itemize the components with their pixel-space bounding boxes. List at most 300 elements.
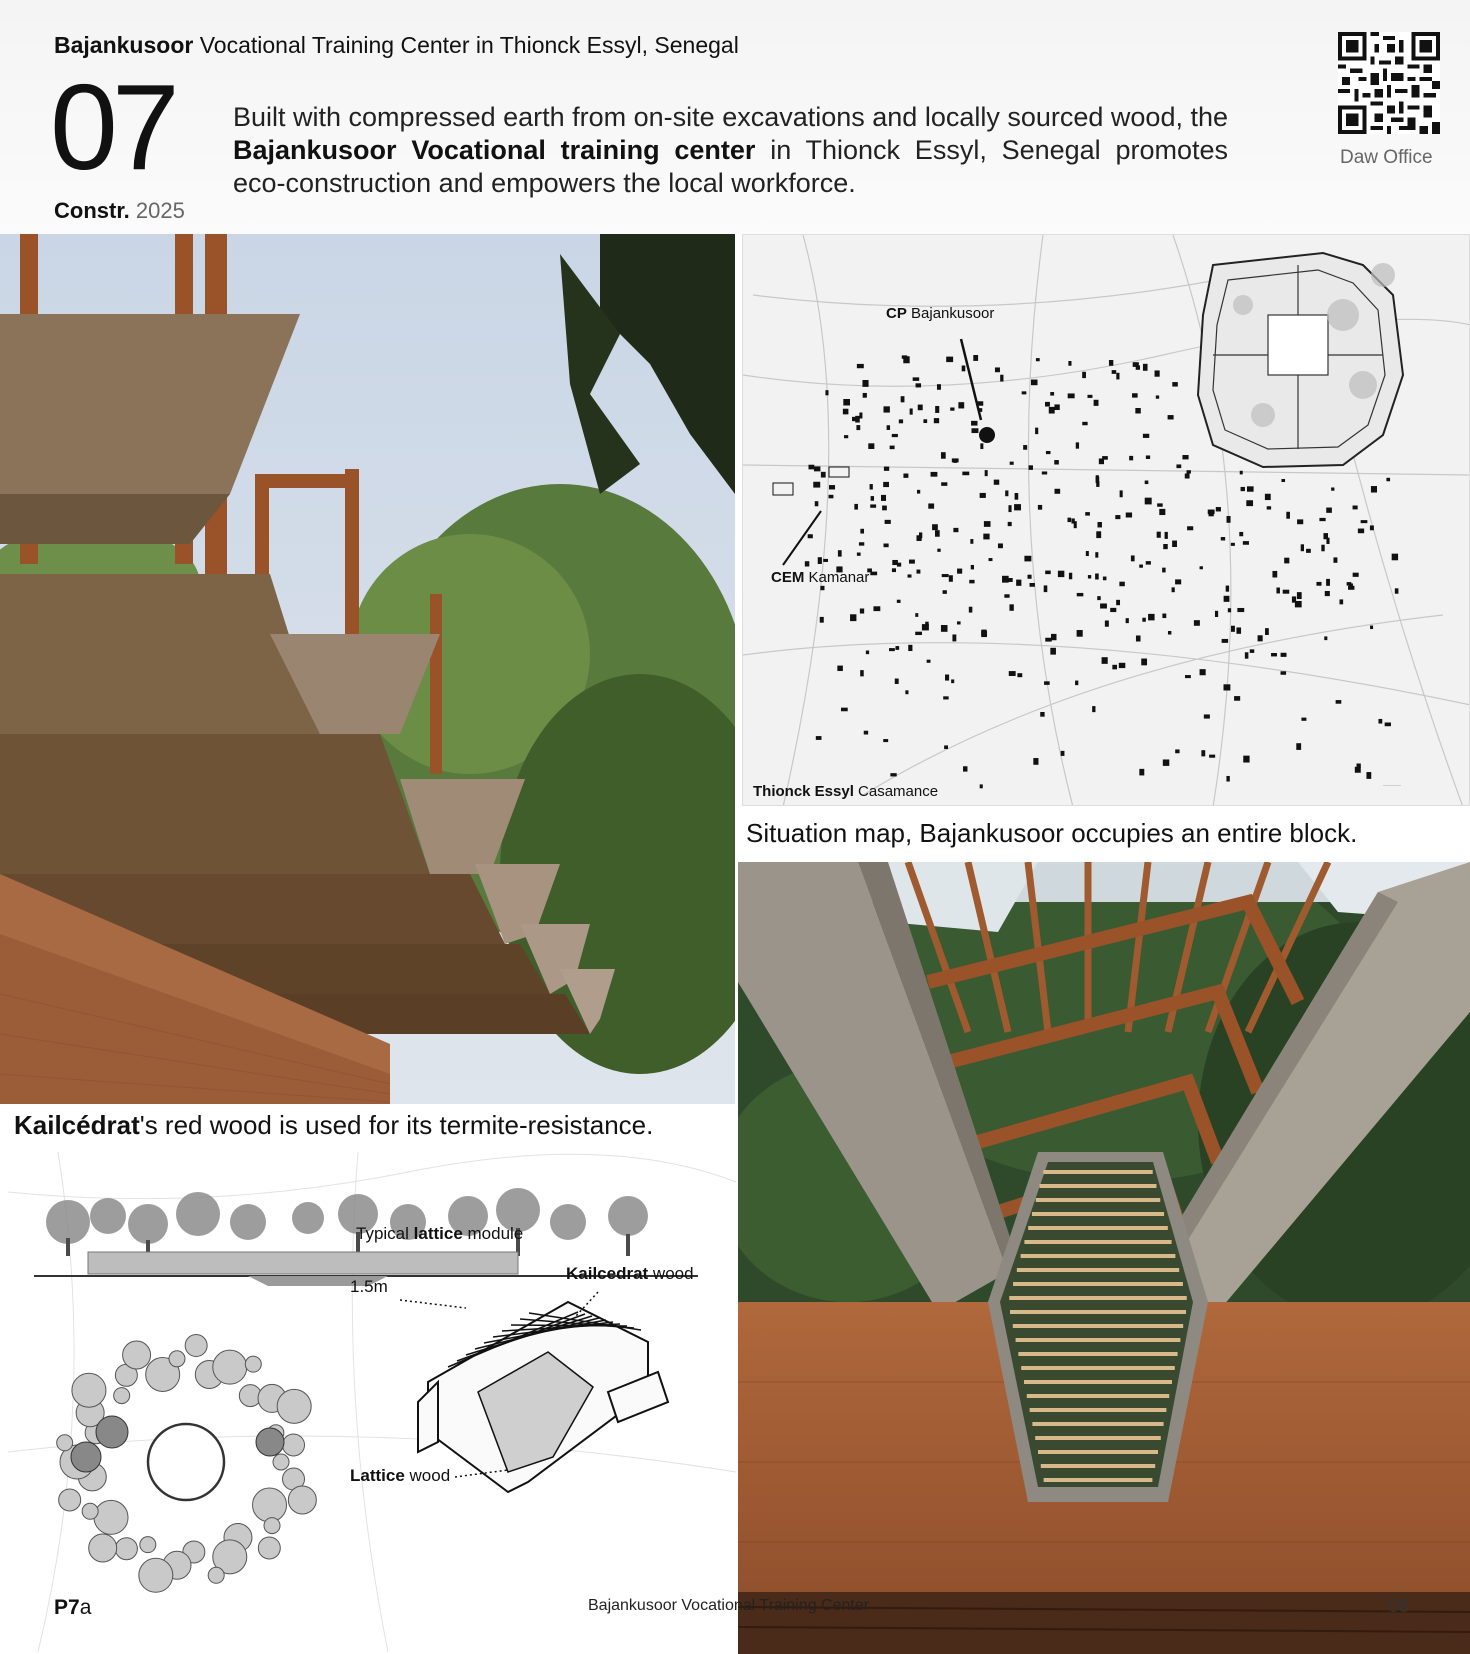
building-footprint <box>1326 508 1332 513</box>
building-footprint <box>1074 521 1077 528</box>
building-footprint <box>1228 608 1231 612</box>
building-footprint <box>1187 526 1193 530</box>
building-footprint <box>841 708 848 712</box>
module-dimension: 1.5m <box>350 1277 388 1296</box>
building-footprint <box>958 402 964 408</box>
stepped-beams-illustration <box>0 234 735 1104</box>
building-footprint <box>815 501 819 506</box>
building-footprint <box>1162 568 1165 573</box>
building-footprint <box>1215 611 1218 617</box>
building-footprint <box>922 624 929 630</box>
building-footprint <box>1116 600 1120 605</box>
program-bubble <box>283 1434 305 1456</box>
building-footprint <box>1143 434 1149 438</box>
building-footprint <box>989 558 993 561</box>
map-label-cem: CEM Kamanar <box>771 569 870 586</box>
building-footprint <box>934 418 939 423</box>
building-footprint <box>1044 681 1050 685</box>
building-footprint <box>928 503 934 508</box>
building-footprint <box>1067 518 1071 522</box>
building-footprint <box>937 549 940 552</box>
building-footprint <box>1110 608 1116 612</box>
building-footprint <box>1119 582 1124 587</box>
building-footprint <box>1281 479 1285 482</box>
building-footprint <box>1050 648 1056 655</box>
building-footprint <box>870 484 873 489</box>
building-footprint <box>1176 464 1181 468</box>
building-footprint <box>1015 493 1019 500</box>
building-footprint <box>890 446 895 450</box>
building-footprint <box>931 472 938 477</box>
building-footprint <box>1097 522 1101 527</box>
building-footprint <box>829 495 834 499</box>
building-footprint <box>1185 474 1190 479</box>
building-footprint <box>1120 490 1123 497</box>
building-footprint <box>850 614 856 621</box>
building-footprint <box>808 465 814 470</box>
building-footprint <box>882 506 887 511</box>
building-footprint <box>1143 364 1148 371</box>
building-footprint <box>962 472 969 476</box>
program-bubble <box>82 1503 98 1519</box>
building-footprint <box>818 557 822 564</box>
building-footprint <box>884 467 889 471</box>
building-footprint <box>971 428 978 433</box>
building-footprint <box>1240 471 1243 475</box>
project-title: Bajankusoor Vocational Training Center in Thionck Essyl, Senegal <box>54 32 739 58</box>
building-footprint <box>820 586 824 590</box>
building-footprint <box>1082 422 1087 425</box>
building-footprint <box>1301 718 1306 721</box>
building-footprint <box>1129 456 1133 460</box>
building-footprint <box>1045 402 1050 407</box>
building-footprint <box>1119 663 1125 668</box>
building-footprint <box>1112 665 1117 670</box>
building-footprint <box>1172 587 1175 592</box>
building-footprint <box>1281 671 1287 674</box>
building-footprint <box>995 367 1000 372</box>
building-footprint <box>1392 554 1398 561</box>
building-footprint <box>821 472 826 478</box>
building-footprint <box>1175 749 1179 753</box>
program-bubble <box>253 1488 287 1522</box>
building-footprint <box>1046 451 1051 454</box>
building-footprint <box>953 528 958 532</box>
building-footprint <box>1296 743 1301 750</box>
construction-year: Constr. 2025 <box>54 198 185 223</box>
building-footprint <box>946 357 953 362</box>
building-footprint <box>1301 544 1304 551</box>
building-footprint <box>944 745 948 749</box>
building-footprint <box>856 425 860 430</box>
building-footprint <box>1226 776 1229 782</box>
building-footprint <box>862 380 868 387</box>
building-footprint <box>915 613 918 617</box>
building-footprint <box>868 443 874 449</box>
building-footprint <box>1243 756 1249 763</box>
building-footprint <box>973 355 978 361</box>
building-footprint <box>860 529 864 534</box>
building-footprint <box>870 572 877 576</box>
building-footprint <box>1378 719 1382 724</box>
drawing-panel <box>8 1152 736 1652</box>
building-footprint <box>1105 621 1109 627</box>
building-footprint <box>870 504 876 507</box>
building-footprint <box>1231 626 1235 632</box>
building-footprint <box>1284 558 1289 564</box>
building-footprint <box>881 495 886 501</box>
footer-title: Bajankusoor Vocational Training Center <box>588 1597 870 1614</box>
building-footprint <box>908 574 912 577</box>
building-footprint <box>895 679 899 684</box>
building-footprint <box>1209 755 1215 758</box>
building-footprint <box>1185 675 1191 678</box>
building-footprint <box>949 575 953 582</box>
building-footprint <box>957 569 962 574</box>
building-footprint <box>1036 358 1040 361</box>
program-bubble <box>123 1341 151 1369</box>
building-footprint <box>1008 522 1012 526</box>
building-footprint <box>903 474 908 478</box>
building-footprint <box>1175 579 1181 584</box>
building-footprint <box>1163 759 1169 765</box>
building-footprint <box>916 383 921 387</box>
building-footprint <box>1035 428 1038 435</box>
building-footprint <box>1201 750 1205 756</box>
building-footprint <box>1224 684 1231 690</box>
building-footprint <box>1054 404 1059 410</box>
building-footprint <box>892 434 898 437</box>
building-footprint <box>1209 510 1214 516</box>
building-footprint <box>1014 504 1021 510</box>
map-caption: Situation map, Bajankusoor occupies an entire block. <box>746 818 1358 848</box>
building-footprint <box>1145 481 1149 485</box>
building-footprint <box>1139 565 1143 568</box>
building-footprint <box>1321 545 1324 552</box>
building-footprint <box>941 625 948 632</box>
building-footprint <box>1030 583 1035 587</box>
building-footprint <box>916 570 920 574</box>
building-footprint <box>1126 618 1129 623</box>
program-bubble <box>213 1350 247 1384</box>
building-footprint <box>829 485 835 489</box>
lattice-interior-illustration <box>738 862 1470 1654</box>
building-footprint <box>950 407 954 410</box>
qr-code[interactable] <box>1338 32 1440 134</box>
building-footprint <box>1237 608 1244 612</box>
building-footprint <box>1247 486 1254 491</box>
building-footprint <box>899 419 903 423</box>
building-footprint <box>871 496 874 501</box>
building-footprint <box>1295 601 1302 607</box>
building-footprint <box>943 590 947 594</box>
program-bubble <box>114 1388 130 1404</box>
building-footprint <box>1297 592 1302 599</box>
building-footprint <box>1172 541 1177 547</box>
building-footprint <box>1109 360 1113 366</box>
building-footprint <box>1145 498 1152 505</box>
building-footprint <box>1386 478 1390 481</box>
building-footprint <box>1051 634 1056 640</box>
program-bubble <box>169 1351 185 1367</box>
building-footprint <box>1325 591 1330 596</box>
building-footprint <box>942 574 949 577</box>
building-footprint <box>1082 372 1086 378</box>
building-footprint <box>998 543 1003 548</box>
building-footprint <box>1236 627 1241 633</box>
building-footprint <box>1028 575 1032 579</box>
building-footprint <box>1224 596 1230 602</box>
building-footprint <box>860 608 864 613</box>
building-footprint <box>1276 588 1279 594</box>
building-footprint <box>892 568 896 572</box>
building-footprint <box>1319 518 1325 521</box>
building-footprint <box>1361 520 1368 523</box>
building-footprint <box>913 377 920 381</box>
building-footprint <box>816 736 822 740</box>
building-footprint <box>897 600 901 603</box>
building-footprint <box>985 470 988 476</box>
building-footprint <box>1142 618 1145 622</box>
building-footprint <box>885 520 891 524</box>
building-footprint <box>859 542 864 545</box>
building-footprint <box>927 660 931 663</box>
building-footprint <box>1231 543 1235 546</box>
town-map-illustration <box>743 235 1470 806</box>
building-footprint <box>855 416 860 423</box>
building-footprint <box>1024 556 1031 562</box>
building-footprint <box>1157 532 1161 538</box>
building-footprint <box>1092 706 1095 712</box>
building-footprint <box>864 731 868 735</box>
building-footprint <box>1045 571 1051 575</box>
building-footprint <box>1095 552 1098 557</box>
building-footprint <box>905 690 908 694</box>
building-footprint <box>1371 486 1377 492</box>
program-bubble <box>264 1518 280 1534</box>
building-footprint <box>971 421 977 426</box>
building-footprint <box>1286 512 1290 519</box>
building-footprint <box>953 459 957 463</box>
building-footprint <box>1226 586 1229 592</box>
building-footprint <box>962 365 966 371</box>
lattice-wood-label: Lattice wood <box>350 1466 451 1485</box>
building-footprint <box>1141 659 1147 666</box>
building-footprint <box>863 393 867 398</box>
building-footprint <box>981 630 986 636</box>
building-footprint <box>884 544 889 548</box>
building-footprint <box>1159 509 1165 515</box>
building-footprint <box>1016 580 1021 586</box>
building-footprint <box>1049 407 1055 414</box>
building-footprint <box>1250 649 1255 653</box>
building-footprint <box>1326 538 1329 544</box>
building-footprint <box>1116 373 1119 380</box>
building-footprint <box>1077 593 1084 596</box>
program-bubble <box>59 1489 81 1511</box>
building-footprint <box>1006 578 1013 582</box>
building-footprint <box>1204 714 1210 718</box>
building-footprint <box>1385 722 1391 726</box>
building-footprint <box>1148 614 1154 620</box>
svg-text:·········: ········· <box>1383 783 1401 789</box>
building-footprint <box>1010 462 1014 465</box>
building-footprint <box>889 648 895 651</box>
building-footprint <box>1348 586 1354 590</box>
building-footprint <box>1077 630 1083 637</box>
building-footprint <box>901 396 905 402</box>
building-footprint <box>1258 635 1263 641</box>
building-footprint <box>1131 555 1135 561</box>
building-footprint <box>1146 455 1150 459</box>
building-footprint <box>843 399 850 405</box>
building-footprint <box>857 364 864 368</box>
map-label-town: Thionck Essyl Casamance <box>753 783 939 800</box>
building-footprint <box>1075 681 1078 686</box>
building-footprint <box>932 524 938 530</box>
building-footprint <box>915 632 922 635</box>
program-bubble <box>273 1454 289 1470</box>
building-footprint <box>910 408 913 414</box>
building-footprint <box>1168 415 1174 419</box>
building-footprint <box>951 679 954 683</box>
building-footprint <box>805 561 809 566</box>
building-footprint <box>1103 577 1107 581</box>
building-footprint <box>1086 551 1089 556</box>
program-bubble <box>115 1538 137 1560</box>
building-footprint <box>1297 519 1303 524</box>
building-footprint <box>1187 470 1191 473</box>
photo-stepped-beams <box>0 234 735 1104</box>
building-footprint <box>1316 582 1321 586</box>
building-footprint <box>1009 604 1013 610</box>
building-footprint <box>1095 573 1099 579</box>
building-footprint <box>1096 531 1101 538</box>
building-footprint <box>884 406 890 412</box>
building-footprint <box>1136 635 1141 641</box>
building-footprint <box>1008 505 1011 512</box>
program-bubble <box>277 1389 311 1423</box>
building-footprint <box>857 552 861 555</box>
program-bubble <box>72 1373 106 1407</box>
building-footprint <box>963 766 967 771</box>
building-footprint <box>1221 537 1225 540</box>
building-footprint <box>1267 506 1271 509</box>
building-footprint <box>917 490 920 494</box>
building-footprint <box>1096 477 1100 484</box>
building-footprint <box>1168 631 1171 635</box>
building-footprint <box>909 560 915 564</box>
building-footprint <box>1234 696 1240 701</box>
building-footprint <box>823 559 828 562</box>
building-footprint <box>1085 512 1090 515</box>
building-footprint <box>1099 458 1104 464</box>
building-footprint <box>935 406 939 413</box>
program-bubble <box>57 1435 73 1451</box>
building-footprint <box>1182 455 1188 459</box>
program-bubble <box>140 1537 156 1553</box>
building-footprint <box>943 696 948 699</box>
building-footprint <box>890 773 896 776</box>
building-footprint <box>1358 529 1364 534</box>
building-footprint <box>1050 392 1054 396</box>
building-footprint <box>1133 362 1139 367</box>
building-footprint <box>1069 573 1072 580</box>
building-footprint <box>1165 532 1168 539</box>
building-footprint <box>1353 573 1359 577</box>
situation-map <box>742 234 1470 806</box>
building-footprint <box>957 621 961 624</box>
building-footprint <box>1239 532 1243 536</box>
building-footprint <box>1265 628 1269 635</box>
building-footprint <box>1029 465 1033 470</box>
building-footprint <box>1370 525 1374 530</box>
building-footprint <box>892 560 898 565</box>
building-footprint <box>923 419 927 423</box>
program-bubble <box>258 1537 280 1559</box>
building-footprint <box>1139 769 1144 776</box>
building-footprint <box>1087 395 1092 398</box>
building-footprint <box>1222 639 1228 643</box>
building-footprint <box>843 409 849 415</box>
program-bubble <box>89 1534 117 1562</box>
building-footprint <box>1271 653 1277 656</box>
building-footprint <box>838 550 842 556</box>
building-footprint <box>1157 503 1163 506</box>
credit-label: Daw Office <box>1340 147 1433 168</box>
building-footprint <box>983 534 989 540</box>
building-footprint <box>1132 393 1138 397</box>
building-footprint <box>1042 471 1047 474</box>
building-footprint <box>941 482 947 486</box>
building-footprint <box>1115 515 1120 519</box>
building-footprint <box>1246 500 1253 506</box>
program-bubble <box>185 1335 207 1357</box>
building-footprint <box>1227 516 1231 523</box>
page-reference: P7a <box>54 1596 92 1619</box>
building-footprint <box>860 670 864 676</box>
wood-caption: Kailcédrat's red wood is used for its termite-resistance. <box>14 1110 654 1140</box>
building-footprint <box>1306 549 1311 553</box>
intro-paragraph: Built with compressed earth from on-site excavations and locally sourced wood, the Bajankusoor Vocational training center in Thionck Essyl, Senegal promotes eco-construction and empowers the local workforce. <box>233 102 1228 198</box>
building-footprint <box>813 482 820 488</box>
building-footprint <box>1022 391 1027 394</box>
building-footprint <box>1017 673 1022 677</box>
building-footprint <box>1272 571 1277 578</box>
building-footprint <box>945 675 949 681</box>
building-footprint <box>1004 594 1009 597</box>
page-number: 08 <box>1388 1596 1410 1617</box>
building-footprint <box>1031 380 1038 386</box>
building-footprint <box>935 530 940 537</box>
building-footprint <box>1200 566 1203 569</box>
building-footprint <box>1094 400 1099 406</box>
building-footprint <box>1055 489 1061 494</box>
building-footprint <box>1135 408 1140 413</box>
building-footprint <box>1194 620 1200 626</box>
map-label-cp: CP Bajankusoor <box>886 305 995 322</box>
building-footprint <box>1245 652 1249 658</box>
building-footprint <box>883 482 889 487</box>
building-footprint <box>1000 375 1003 382</box>
building-footprint <box>1324 636 1327 640</box>
building-footprint <box>971 565 974 569</box>
building-footprint <box>903 356 909 363</box>
building-footprint <box>1044 585 1048 592</box>
building-footprint <box>994 480 999 485</box>
building-footprint <box>1156 395 1159 398</box>
program-bubble <box>288 1486 316 1514</box>
